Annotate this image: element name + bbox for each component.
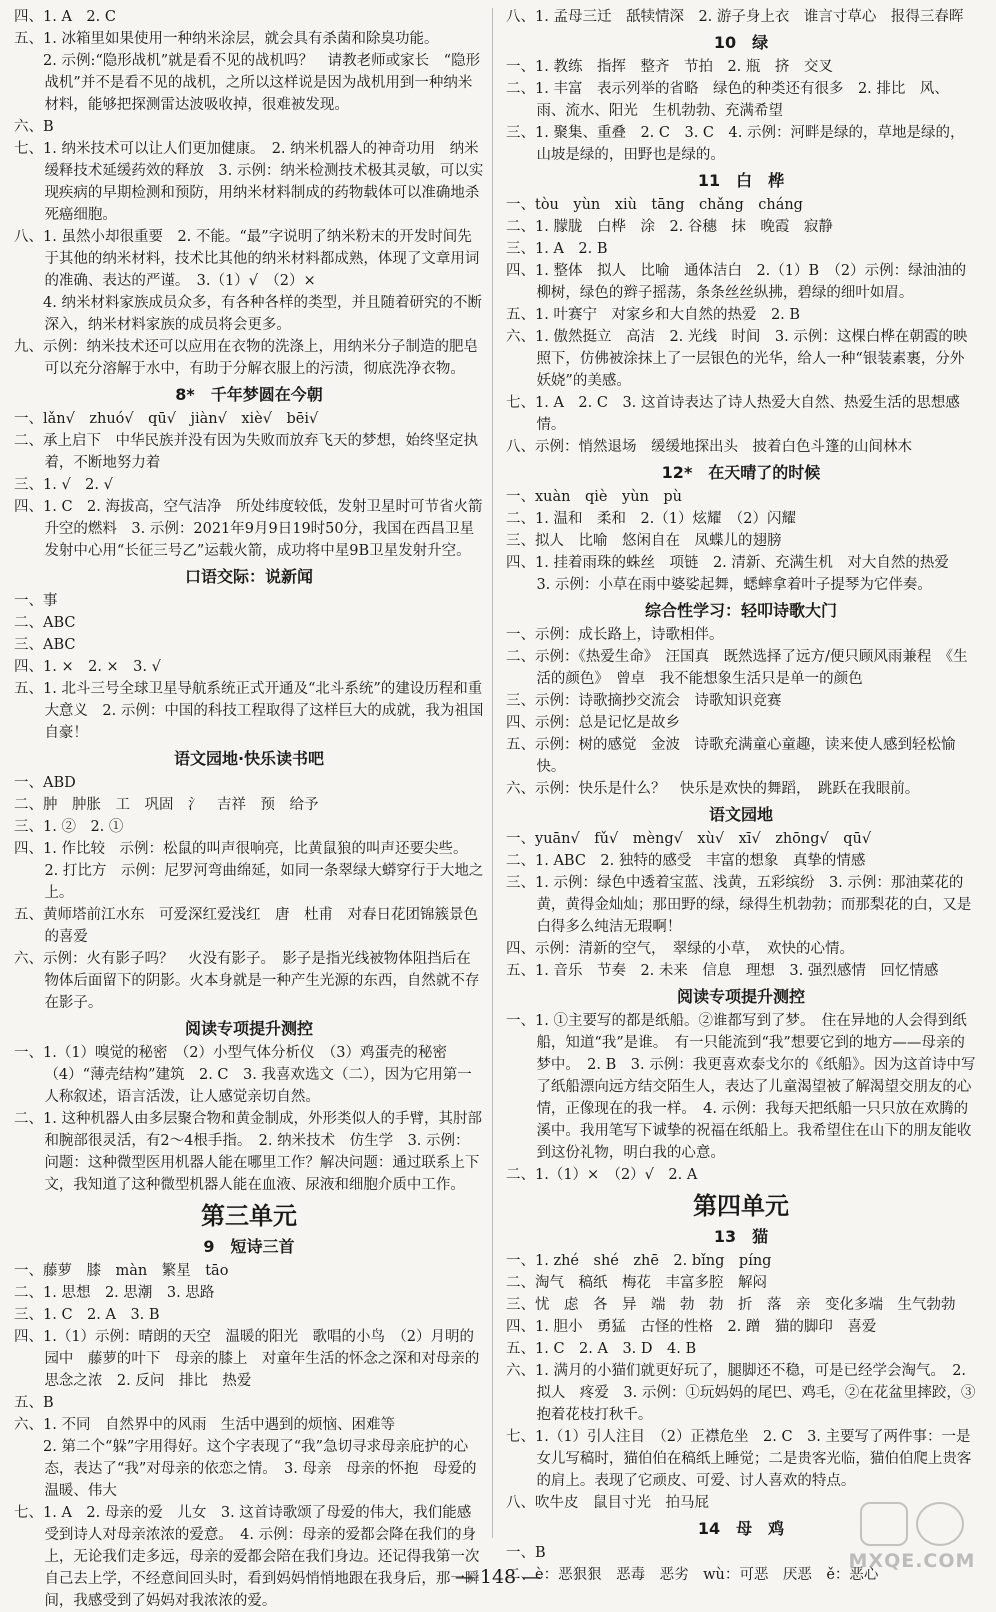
answer-line: 一、1. zhé shé zhē 2. bǐng píng: [506, 1253, 772, 1269]
answer-line: 三、1. C 2. A 3. B: [14, 1307, 160, 1323]
answer-line: 一、yuān√ fǔ√ mèng√ xù√ xī√ zhōng√ qū√: [506, 831, 872, 847]
answer-line: 四、1. A 2. C: [14, 9, 116, 25]
section-heading: 阅读专项提升测控: [184, 1019, 313, 1038]
watermark-text: MXQE.COM: [848, 1550, 976, 1572]
answer-line: 四、1. 挂着雨珠的蛛丝 项链 2. 清新、充满生机 对大自然的热爱 3. 示例：小草在雨中婆娑起舞，蟋蟀拿着叶子提琴为它伴奏。: [506, 555, 964, 593]
answer-line: 四、1. C 2. 海拔高，空气洁净 所处纬度较低，发射卫星时可节省火箭升空的燃料 3. 示例：2021年9月9日19时50分，我国在西昌卫星发射中心用“长征三号乙”运载火箭，成功将中星9B卫星发射升空。: [14, 499, 483, 559]
answer-line: 一、xuàn qiè yùn pù: [506, 489, 682, 505]
answer-line: 六、示例：快乐是什么？ 快乐是欢快的舞蹈， 跳跃在我眼前。: [506, 781, 920, 797]
answer-line: 二、1. 思想 2. 思潮 3. 思路: [14, 1285, 215, 1301]
answer-line: 二、1. ABC 2. 独特的感受 丰富的想象 真挚的情感: [506, 853, 866, 869]
answer-line: 六、1. 不同 自然界中的风雨 生活中遇到的烦恼、困难等: [14, 1417, 395, 1433]
answer-line: 八、吹牛皮 鼠目寸光 拍马屁: [506, 1495, 709, 1511]
section-heading: 8* 千年梦圆在今朝: [175, 385, 323, 404]
answer-line: 一、1. ①主要写的都是纸船。②谁都写到了梦。 住在异地的人会得到纸船，知道“我”是谁。 有一只能流到“我”想要它到的地方——母亲的梦中。 2. B 3. 示例：我更喜欢泰戈尔的《纸船》。因为这首诗中写了纸船漂向远方结交陌生人，表达了儿童渴望被了解渴望交朋友的心情，正像现在的我一样。 4. 示例：我每天把纸船一只只放在欢腾的溪中。我用笔写下诚挚的祝福在纸船上。我希望住在山下的朋友能收到这份礼物，明白我的心意。: [506, 1013, 976, 1161]
section-heading: 语文园地·快乐读书吧: [173, 749, 325, 768]
answer-line: 九、示例：纳米技术还可以应用在衣物的洗涤上，用纳米分子制造的肥皂可以充分溶解于水中，有助于分解衣服上的污渍，彻底洗净衣物。: [14, 339, 478, 377]
answer-line: 一、事: [14, 593, 58, 609]
answer-line: 五、B: [14, 1395, 54, 1411]
answer-line: 4. 纳米材料家族成员众多，有各种各样的类型，并且随着研究的不断深入，纳米材料家族的成员将会更多。: [14, 295, 482, 333]
answer-line: 三、1. 聚集、重叠 2. C 3. C 4. 示例：河畔是绿的，草地是绿的，山坡是绿的，田野也是绿的。: [506, 125, 965, 163]
section-heading: 14 母 鸡: [697, 1519, 785, 1538]
answer-line: 五、1. 音乐 节奏 2. 未来 信息 理想 3. 强烈感情 回忆情感: [506, 963, 939, 979]
answer-line: 二、淘气 稿纸 梅花 丰富多腔 解闷: [506, 1275, 767, 1291]
answer-line: 三、1. ② 2. ①: [14, 819, 124, 835]
answer-line: 一、lǎn√ zhuó√ qū√ jiàn√ xiè√ bēi√: [14, 411, 319, 427]
page-number: — 148 —: [454, 1566, 542, 1588]
answer-line: 三、ABC: [14, 637, 76, 653]
section-heading: 9 短诗三首: [203, 1237, 295, 1256]
answer-line: 五、1. 北斗三号全球卫星导航系统正式开通及“北斗系统”的建设历程和重大意义 2. 示例：中国的科技工程取得了这样巨大的成就，我为祖国自豪！: [14, 681, 484, 741]
answer-line: 一、tòu yùn xiù tāng chǎng cháng: [506, 197, 803, 213]
answer-line: 一、1. 教练 指挥 整齐 节拍 2. 瓶 挤 交叉: [506, 59, 833, 75]
answer-line: 七、1. A 2. C 3. 这首诗表达了诗人热爱大自然、热爱生活的思想感情。: [506, 395, 960, 433]
answer-line: 六、B: [14, 119, 54, 135]
right-column: [506, 6, 976, 1586]
site-watermark: [842, 1498, 982, 1578]
answer-line: 六、示例：火有影子吗？ 火没有影子。 影子是指光线被物体阻挡后在物体后面留下的阴影。火本身就是一种产生光源的东西，自然就不存在影子。: [14, 951, 480, 1011]
answer-line: 五、示例：树的感觉 金波 诗歌充满童心童趣，读来使人感到轻松愉快。: [506, 737, 956, 775]
column-divider: [492, 8, 493, 1538]
answer-line: 七、1. A 2. 母亲的爱 儿女 3. 这首诗歌颂了母爱的伟大，我们能感受到诗人对母亲浓浓的爱意。 4. 示例：母亲的爱都会降在我们的身上，无论我们走多远，母亲的爱都会陪在我们身边。还记得我第一次自己去上学，不经意间回头时，看到妈妈悄悄地跟在我身后，那一瞬间，我感受到了妈妈对我浓浓的爱。: [14, 1505, 480, 1609]
answer-line: 三、1. √ 2. √: [14, 477, 113, 493]
answer-line: 五、1. C 2. A 3. D 4. B: [506, 1341, 697, 1357]
answer-line: 四、示例：总是记忆是故乡: [506, 715, 680, 731]
answer-line: 八、1. 孟母三迁 舐犊情深 2. 游子身上衣 谁言寸草心 报得三春晖: [506, 9, 964, 25]
answer-line: 二、1. 丰富 表示列举的省略 绿色的种类还有很多 2. 排比 风、雨、流水、阳光 生机勃勃、充满希望: [506, 81, 949, 119]
section-heading: 11 白 桦: [697, 171, 785, 190]
section-heading: 阅读专项提升测控: [676, 987, 805, 1006]
answer-line: 二、1.（1）× （2）√ 2. A: [506, 1167, 698, 1183]
section-heading: 语文园地: [708, 805, 773, 824]
answer-line: 一、ABD: [14, 775, 76, 791]
answer-line: 二、示例：《热爱生命》 汪国真 既然选择了远方/便只顾风雨兼程 《生活的颜色》 曾卓 我不能想象生活只是单一的颜色: [506, 649, 968, 687]
answer-line: 四、1. 整体 拟人 比喻 通体洁白 2.（1）B （2）示例：绿油油的柳树，绿色的辫子摇荡，条条丝丝纵拂，碧绿的细叶如眉。: [506, 263, 967, 301]
answer-line: 一、示例：成长路上，诗歌相伴。: [506, 627, 724, 643]
answer-line: 二、ABC: [14, 615, 76, 631]
section-heading: 13 猫: [713, 1227, 769, 1246]
answer-line: 一、1.（1）嗅觉的秘密 （2）小型气体分析仪 （3）鸡蛋壳的秘密 （4）“薄壳结构”建筑 2. C 3. 我喜欢选文（二），因为它用第一人称叙述，语言活泼，让人感觉亲切自然。: [14, 1045, 472, 1105]
answer-line: 四、1. 作比较 示例：松鼠的叫声很响亮，比黄鼠狼的叫声还要尖些。 2. 打比方 示例：尼罗河弯曲绵延，如同一条翠绿大蟒穿行于大地之上。: [14, 841, 484, 901]
answer-line: 五、1. 叶赛宁 对家乡和大自然的热爱 2. B: [506, 307, 801, 323]
unit-title: 第四单元: [693, 1191, 789, 1220]
answer-line: 二、1. 朦胧 白桦 涂 2. 谷穗 抹 晚霞 寂静: [506, 219, 833, 235]
answer-line: 三、1. A 2. B: [506, 241, 608, 257]
answer-line: 四、1. × 2. × 3. √: [14, 659, 161, 675]
answer-line: 二、1. 温和 柔和 2.（1）炫耀 （2）闪耀: [506, 511, 796, 527]
answer-line: 二、è：恶狠狠 恶毒 恶劣 wù：可恶 厌恶 ě：恶心: [506, 1567, 879, 1583]
answer-line: 二、1. 这种机器人由多层聚合物和黄金制成，外形类似人的手臂，其肘部和腕部很灵活，有2～4根手指。 2. 纳米技术 仿生学 3. 示例：问题：这种微型医用机器人能在哪里工作？解决问题：通过联系上下文，我知道了这种微型机器人能在血液、尿液和细胞介质中工作。: [14, 1111, 482, 1193]
section-heading: 10 绿: [713, 33, 769, 52]
left-column: [14, 6, 484, 1612]
answer-line: 一、B: [506, 1545, 546, 1561]
answer-line: 六、1. 傲然挺立 高洁 2. 光线 时间 3. 示例：这棵白桦在朝霞的映照下，仿佛被涂抹上了一层银色的光华，给人一种“银装素裹，分外妖娆”的美感。: [506, 329, 968, 389]
unit-title: 第三单元: [201, 1201, 297, 1230]
answer-line: 八、示例：悄然退场 缓缓地探出头 披着白色斗篷的山间林木: [506, 439, 912, 455]
answer-line: 2. 第二个“躲”字用得好。这个字表现了“我”急切寻求母亲庇护的心态，表达了“我”对母亲的依恋之情。 3. 母亲 母亲的怀抱 母爱的温暖、伟大: [14, 1439, 477, 1499]
answer-line: 七、1.（1）引人注目 （2）正襟危坐 2. C 3. 主要写了两件事：一是女儿写稿时，猫伯伯在稿纸上睡觉；二是贵客光临，猫伯伯爬上贵客的肩上。表现了它顽皮、可爱、讨人喜欢的特点。: [506, 1429, 972, 1489]
answer-line: 2. 示例:“隐形战机”就是看不见的战机吗？ 请教老师或家长 “隐形战机”并不是看不见的战机，之所以这样说是因为战机用到一种纳米材料，能够把探测雷达波吸收掉，很难被发现。: [14, 53, 481, 113]
answer-line: 四、1. 胆小 勇猛 古怪的性格 2. 蹭 猫的脚印 喜爱: [506, 1319, 877, 1335]
section-heading: 12* 在天晴了的时候: [661, 463, 821, 482]
answer-line: 三、示例：诗歌摘抄交流会 诗歌知识竞赛: [506, 693, 782, 709]
answer-line: 三、1. 示例：绿色中透着宝蓝、浅黄，五彩缤纷 3. 示例：那油菜花的黄，黄得金灿灿；那田野的绿，绿得生机勃勃；而那梨花的白，又是白得多么纯洁无瑕啊！: [506, 875, 972, 935]
answer-line: 四、1.（1）示例：晴朗的天空 温暖的阳光 歌唱的小鸟 （2）月明的园中 藤萝的叶下 母亲的膝上 对童年生活的怀念之深和对母亲的思念之浓 2. 反问 排比 热爱: [14, 1329, 480, 1389]
answer-line: 一、藤萝 膝 màn 繁星 tāo: [14, 1263, 229, 1279]
answer-line: 二、承上启下 中华民族并没有因为失败而放弃飞天的梦想，始终坚定执着，不断地努力着: [14, 433, 478, 471]
answer-line: 二、肿 肿胀 工 巩固 氵 吉祥 预 给予: [14, 797, 319, 813]
answer-line: 四、示例：清新的空气， 翠绿的小草， 欢快的心情。: [506, 941, 854, 957]
answer-line: 三、拟人 比喻 悠闲自在 凤蝶儿的翅膀: [506, 533, 782, 549]
answer-line: 七、1. 纳米技术可以让人们更加健康。 2. 纳米机器人的神奇功用 纳米缓释技术延缓药效的释放 3. 示例：纳米检测技术极其灵敏，可以实现疾病的早期检测和预防，用纳米材料制成的药物载体可以准确地杀死癌细胞。: [14, 141, 484, 223]
answer-line: 六、1. 满月的小猫们就更好玩了，腿脚还不稳，可是已经学会淘气。 2. 拟人 疼爱 3. 示例：①玩妈妈的尾巴、鸡毛，②在花盆里摔跤，③抱着花枝打秋千。: [506, 1363, 976, 1423]
section-heading: 口语交际：说新闻: [184, 567, 313, 586]
answer-line: 五、黄师塔前江水东 可爱深红爱浅红 唐 杜甫 对春日花团锦簇景色的喜爱: [14, 907, 478, 945]
answer-line: 八、1. 虽然小却很重要 2. 不能。“最”字说明了纳米粉末的开发时间先于其他的纳米材料，技术比其他的纳米材料都成熟，体现了文章用词的准确、表达的严谨。 3.（1）√ （2）×: [14, 229, 480, 289]
answer-line: 五、1. 冰箱里如果使用一种纳米涂层，就会具有杀菌和除臭功能。: [14, 31, 439, 47]
section-heading: 综合性学习：轻叩诗歌大门: [644, 601, 837, 620]
answer-line: 三、忧 虑 各 异 端 勃 勃 折 落 亲 变化多端 生气勃勃: [506, 1297, 956, 1313]
